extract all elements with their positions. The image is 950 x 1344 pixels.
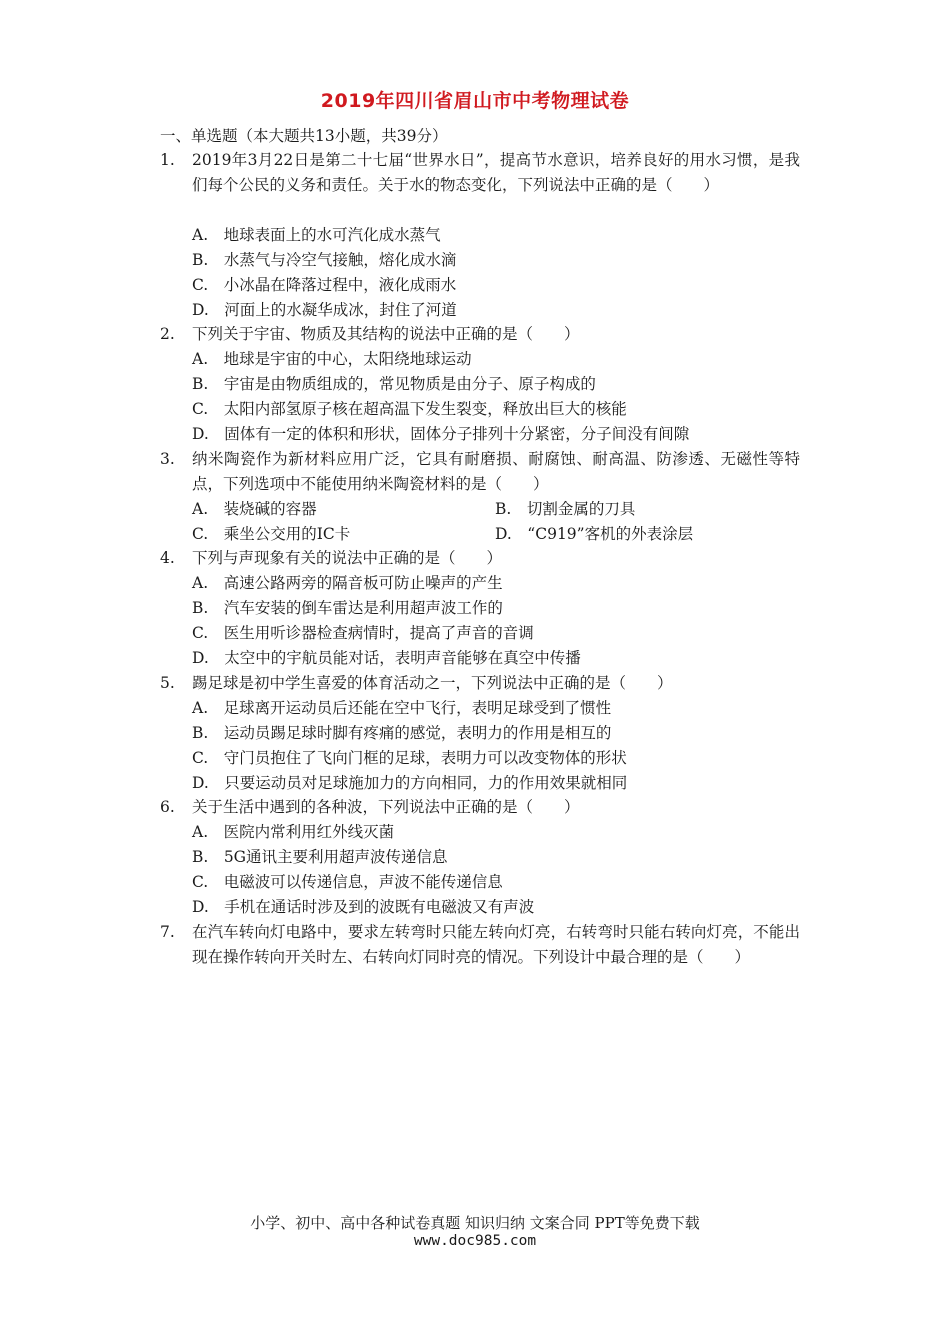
question-stem: 下列关于宇宙、物质及其结构的说法中正确的是（ ） [192, 325, 580, 343]
option-6a: A. 医院内常利用红外线灭菌 [192, 823, 395, 841]
question-stem: 纳米陶瓷作为新材料应用广泛，它具有耐磨损、耐腐蚀、耐高温、防渗透、无磁性等特点，下列选项中不能使用纳米陶瓷材料的是（ ） [192, 450, 800, 493]
option-3d: D. “C919”客机的外表涂层 [495, 525, 694, 543]
option-5c: C. 守门员抱住了飞向门框的足球，表明力可以改变物体的形状 [192, 749, 627, 767]
question-stem: 踢足球是初中学生喜爱的体育活动之一，下列说法中正确的是（ ） [192, 674, 673, 692]
footer-tagline: 小学、初中、高中各种试卷真题 知识归纳 文案合同 PPT等免费下载 [250, 1214, 700, 1232]
question-5 [160, 671, 800, 696]
question-6 [160, 795, 800, 820]
option-1c: C. 小冰晶在降落过程中，液化成雨水 [192, 276, 457, 294]
option-2b: B. 宇宙是由物质组成的，常见物质是由分子、原子构成的 [192, 375, 596, 393]
option-5d: D. 只要运动员对足球施加力的方向相同，力的作用效果就相同 [192, 774, 628, 792]
option-6c: C. 电磁波可以传递信息，声波不能传递信息 [192, 873, 503, 891]
question-number: 3. [160, 450, 175, 468]
option-5b: B. 运动员踢足球时脚有疼痛的感觉，表明力的作用是相互的 [192, 724, 612, 742]
question-number: 1. [160, 151, 175, 169]
section-header: 一、单选题（本大题共13小题，共39分） [160, 127, 448, 145]
question-1 [160, 148, 800, 198]
question-7 [160, 920, 800, 970]
option-2d: D. 固体有一定的体积和形状，固体分子排列十分紧密，分子间没有间隙 [192, 425, 690, 443]
option-1d: D. 河面上的水凝华成冰，封住了河道 [192, 301, 457, 319]
option-4d: D. 太空中的宇航员能对话，表明声音能够在真空中传播 [192, 649, 581, 667]
option-2a: A. 地球是宇宙的中心，太阳绕地球运动 [192, 350, 472, 368]
question-3 [160, 447, 800, 497]
option-1a: A. 地球表面上的水可汽化成水蒸气 [192, 226, 441, 244]
option-4a: A. 高速公路两旁的隔音板可防止噪声的产生 [192, 574, 503, 592]
option-1b: B. 水蒸气与冷空气接触，熔化成水滴 [192, 251, 457, 269]
question-number: 2. [160, 325, 175, 343]
option-5a: A. 足球离开运动员后还能在空中飞行，表明足球受到了惯性 [192, 699, 612, 717]
option-6d: D. 手机在通话时涉及到的波既有电磁波又有声波 [192, 898, 535, 916]
option-4b: B. 汽车安装的倒车雷达是利用超声波工作的 [192, 599, 503, 617]
option-3a: A. 装烧碱的容器 [192, 500, 317, 518]
question-stem: 关于生活中遇到的各种波，下列说法中正确的是（ ） [192, 798, 580, 816]
question-stem: 2019年3月22日是第二十七届“世界水日”，提高节水意识，培养良好的用水习惯，是我们每个公民的义务和责任。关于水的物态变化，下列说法中正确的是（ ） [192, 151, 800, 194]
footer-link[interactable]: www.doc985.com [413, 1233, 537, 1249]
question-number: 6. [160, 798, 175, 816]
question-number: 5. [160, 674, 175, 692]
question-stem: 下列与声现象有关的说法中正确的是（ ） [192, 549, 503, 567]
page-title: 2019年四川省眉山市中考物理试卷 [320, 90, 630, 112]
question-stem: 在汽车转向灯电路中，要求左转弯时只能左转向灯亮，右转弯时只能右转向灯亮，不能出现在操作转向开关时左、右转向灯同时亮的情况。下列设计中最合理的是（ ） [192, 923, 800, 966]
option-4c: C. 医生用听诊器检查病情时，提高了声音的音调 [192, 624, 534, 642]
option-6b: B. 5G通讯主要利用超声波传递信息 [192, 848, 448, 866]
question-2 [160, 322, 800, 347]
question-number: 7. [160, 923, 175, 941]
question-number: 4. [160, 549, 175, 567]
question-4 [160, 546, 800, 571]
option-3b: B. 切割金属的刀具 [495, 500, 636, 518]
option-2c: C. 太阳内部氢原子核在超高温下发生裂变，释放出巨大的核能 [192, 400, 627, 418]
option-3c: C. 乘坐公交用的IC卡 [192, 525, 351, 543]
